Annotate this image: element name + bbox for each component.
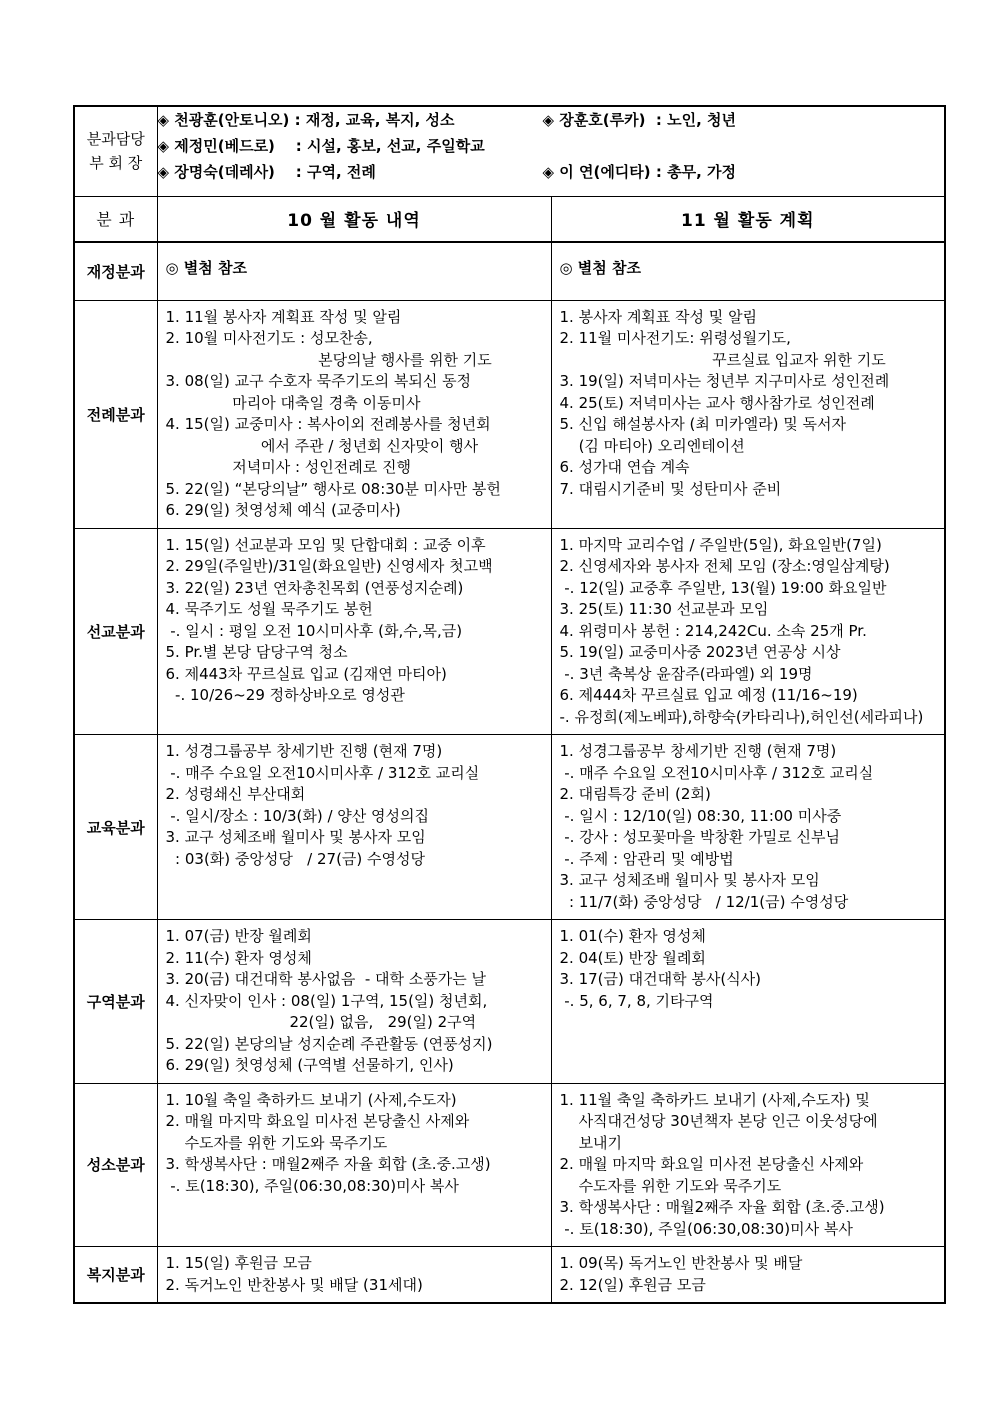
november-cell <box>551 735 945 920</box>
section-name: 성소분과 <box>74 1083 157 1247</box>
october-cell <box>157 300 551 528</box>
november-line: 꾸르실료 입교자 위한 기도 <box>559 350 886 369</box>
november-line: 5. 신입 해설봉사자 (최 미카엘라) 및 독서자 <box>559 415 846 433</box>
october-line: : 03(화) 중앙성당 / 27(금) 수영성당 <box>165 849 426 868</box>
section-row <box>74 300 945 528</box>
november-line: 2. 신영세자와 봉사자 전체 모임 (장소:영일삼계탕) <box>559 557 890 575</box>
vp-right-line <box>543 133 945 159</box>
november-line: 3. 19(일) 저녁미사는 청년부 지구미사로 성인전례 <box>559 372 890 390</box>
november-line: 2. 11월 미사전기도: 위령성월기도, <box>559 329 791 347</box>
october-line: 4. 묵주기도 성월 묵주기도 봉헌 <box>165 600 373 618</box>
october-cell <box>157 1247 551 1304</box>
october-line: ◎ 별첨 참조 <box>165 259 247 277</box>
section-row <box>74 242 945 300</box>
vp-left-line: ◈ 천광훈(안토니오) : 재정, 교육, 복지, 성소 <box>157 111 455 129</box>
october-line: 1. 15(일) 후원금 모금 <box>165 1254 312 1272</box>
october-line: 수도자를 위한 기도와 묵주기도 <box>165 1133 388 1152</box>
november-line: -. 토(18:30), 주일(06:30,08:30)미사 복사 <box>559 1219 853 1238</box>
november-line: 7. 대림시기준비 및 성탄미사 준비 <box>559 479 782 498</box>
november-line: 3. 25(토) 11:30 선교분과 모임 <box>559 600 769 618</box>
november-line: 3. 학생복사단 : 매월2째주 자율 회합 (초.중.고생) <box>559 1198 885 1216</box>
october-line: 3. 08(일) 교구 수호자 묵주기도의 복되신 동정 <box>165 372 472 390</box>
october-line: 에서 주관 / 청년회 신자맞이 행사 <box>165 436 479 455</box>
october-line: 2. 10월 미사전기도 : 성모찬송, <box>165 329 373 347</box>
november-line: 4. 위령미사 봉헌 : 214,242Cu. 소속 25개 Pr. <box>559 621 867 640</box>
october-line: 2. 29일(주일반)/31일(화요일반) 신영세자 첫고백 <box>165 557 493 575</box>
section-name: 재정분과 <box>74 242 157 300</box>
october-cell <box>157 528 551 735</box>
november-line: -. 일시 : 12/10(일) 08:30, 11:00 미사중 <box>559 806 842 825</box>
section-row <box>74 920 945 1084</box>
october-line: 본당의날 행사를 위한 기도 <box>165 350 492 369</box>
october-line: 22(일) 없음, 29(일) 2구역 <box>165 1013 477 1031</box>
october-line: 1. 10월 축일 축하카드 보내기 (사제,수도자) <box>165 1090 457 1109</box>
october-line: -. 10/26~29 정하상바오로 영성관 <box>165 686 405 704</box>
november-line: 3. 17(금) 대건대학 봉사(식사) <box>559 970 762 988</box>
november-line: 6. 제444차 꾸르실료 입교 예정 (11/16~19) <box>559 686 858 704</box>
november-line: -. 강사 : 성모꽃마을 박창환 가밀로 신부님 <box>559 828 840 846</box>
november-line: 3. 교구 성체조배 월미사 및 봉사자 모임 <box>559 871 820 889</box>
october-line: 마리아 대축일 경축 이동미사 <box>165 393 421 412</box>
november-header: 11 월 활동 계획 <box>551 196 945 242</box>
october-line: 3. 학생복사단 : 매월2째주 자율 회합 (초.중.고생) <box>165 1155 491 1173</box>
november-line: -. 5, 6, 7, 8, 기타구역 <box>559 991 714 1010</box>
october-line: -. 매주 수요일 오전10시미사후 / 312호 교리실 <box>165 763 480 782</box>
october-line: 5. Pr.별 본당 담당구역 청소 <box>165 643 348 661</box>
vice-president-label-line: 부 회 장 <box>89 154 143 173</box>
november-cell <box>551 1247 945 1304</box>
november-line: 1. 01(수) 환자 영성체 <box>559 927 706 945</box>
november-line: -. 유정희(제노베파),하향숙(카타리나),허인선(세라피나) <box>559 707 924 726</box>
october-line: 6. 29(일) 첫영성체 (구역별 선물하기, 인사) <box>165 1056 454 1074</box>
october-line: 1. 07(금) 반장 월례회 <box>165 927 312 945</box>
october-line: 3. 20(금) 대건대학 봉사없음 - 대학 소풍가는 날 <box>165 970 487 988</box>
header-row <box>74 196 945 242</box>
october-line: 3. 22(일) 23년 연차총친목회 (연풍성지순례) <box>165 578 464 597</box>
november-cell <box>551 528 945 735</box>
vice-president-row <box>74 106 945 196</box>
october-line: 1. 성경그룹공부 창세기반 진행 (현재 7명) <box>165 742 443 760</box>
vice-president-label <box>74 106 157 196</box>
november-line: -. 주제 : 암관리 및 예방법 <box>559 849 734 868</box>
activity-report-table <box>73 105 946 1304</box>
october-line: 5. 22(일) “본당의날” 행사로 08:30분 미사만 봉헌 <box>165 479 501 498</box>
november-line: 사직대건성당 30년책자 본당 인근 이웃성당에 <box>559 1112 878 1130</box>
october-line: 5. 22(일) 본당의날 성지순례 주관활동 (연풍성지) <box>165 1034 493 1053</box>
october-cell <box>157 1083 551 1247</box>
section-name: 교육분과 <box>74 735 157 920</box>
november-line: 1. 봉사자 계획표 작성 및 알림 <box>559 307 758 326</box>
october-line: 6. 제443차 꾸르실료 입교 (김재연 마티아) <box>165 664 447 683</box>
november-cell <box>551 1083 945 1247</box>
november-line: ◎ 별첨 참조 <box>559 259 641 277</box>
november-line: 1. 09(목) 독거노인 반찬봉사 및 배달 <box>559 1254 803 1272</box>
section-name: 선교분과 <box>74 528 157 735</box>
october-line: 3. 교구 성체조배 월미사 및 봉사자 모임 <box>165 828 426 846</box>
november-line: 수도자를 위한 기도와 묵주기도 <box>559 1176 782 1195</box>
november-line: : 11/7(화) 중앙성당 / 12/1(금) 수영성당 <box>559 892 849 911</box>
vp-left-line: ◈ 장명숙(데레사) : 구역, 전례 <box>157 163 376 181</box>
november-line: -. 12(일) 교중후 주일반, 13(월) 19:00 화요일반 <box>559 578 887 597</box>
section-row <box>74 1247 945 1304</box>
october-line: -. 일시/장소 : 10/3(화) / 양산 영성의집 <box>165 806 429 825</box>
november-line: 6. 성가대 연습 계속 <box>559 458 690 476</box>
november-line: -. 3년 축복상 윤잠주(라파엘) 외 19명 <box>559 664 813 683</box>
october-line: -. 토(18:30), 주일(06:30,08:30)미사 복사 <box>165 1176 459 1195</box>
october-line: 2. 11(수) 환자 영성체 <box>165 948 312 967</box>
november-line: 보내기 <box>559 1133 623 1152</box>
section-name: 구역분과 <box>74 920 157 1084</box>
november-line: 2. 12(일) 후원금 모금 <box>559 1275 706 1294</box>
october-line: 2. 매월 마지막 화요일 미사전 본당출신 사제와 <box>165 1112 470 1130</box>
october-cell <box>157 242 551 300</box>
november-line: 1. 11월 축일 축하카드 보내기 (사제,수도자) 및 <box>559 1090 870 1109</box>
section-row <box>74 735 945 920</box>
october-cell <box>157 735 551 920</box>
october-line: 저녁미사 : 성인전례로 진행 <box>165 458 412 476</box>
october-line: 6. 29(일) 첫영성체 예식 (교중미사) <box>165 501 401 519</box>
october-line: 4. 신자맞이 인사 : 08(일) 1구역, 15(일) 청년회, <box>165 991 488 1010</box>
november-line: 4. 25(토) 저녁미사는 교사 행사참가로 성인전례 <box>559 393 875 412</box>
november-line: 1. 성경그룹공부 창세기반 진행 (현재 7명) <box>559 742 837 760</box>
november-cell <box>551 920 945 1084</box>
section-name: 복지분과 <box>74 1247 157 1304</box>
october-line: 1. 15(일) 선교분과 모임 및 단합대회 : 교중 이후 <box>165 535 486 554</box>
october-line: 1. 11월 봉사자 계획표 작성 및 알림 <box>165 307 402 326</box>
october-line: -. 일시 : 평일 오전 10시미사후 (화,수,목,금) <box>165 621 463 640</box>
vp-left-line: ◈ 제정민(베드로) : 시설, 홍보, 선교, 주일학교 <box>157 137 485 155</box>
vice-president-label-line: 분과담당 <box>86 130 145 149</box>
section-name: 전례분과 <box>74 300 157 528</box>
october-line: 4. 15(일) 교중미사 : 복사이외 전례봉사를 청년회 <box>165 415 491 433</box>
vice-president-assignments <box>157 106 945 196</box>
october-line: 2. 성령쇄신 부산대회 <box>165 785 306 803</box>
section-row <box>74 1083 945 1247</box>
vp-right-line: ◈ 이 연(에디타) : 총무, 가정 <box>542 163 736 181</box>
november-line: 2. 매월 마지막 화요일 미사전 본당출신 사제와 <box>559 1155 864 1173</box>
november-line: 1. 마지막 교리수업 / 주일반(5일), 화요일반(7일) <box>559 535 882 554</box>
november-line: -. 매주 수요일 오전10시미사후 / 312호 교리실 <box>559 763 874 782</box>
november-cell <box>551 300 945 528</box>
november-line: 2. 대림특강 준비 (2회) <box>559 785 711 803</box>
october-line: 2. 독거노인 반찬봉사 및 배달 (31세대) <box>165 1275 423 1294</box>
section-row <box>74 528 945 735</box>
division-header: 분 과 <box>74 196 157 242</box>
october-header: 10 월 활동 내역 <box>157 196 551 242</box>
vp-right-line: ◈ 장훈호(루카) : 노인, 청년 <box>542 111 736 129</box>
november-line: (김 마티아) 오리엔테이션 <box>559 436 745 455</box>
november-cell <box>551 242 945 300</box>
november-line: 2. 04(토) 반장 월례회 <box>559 948 706 967</box>
october-cell <box>157 920 551 1084</box>
november-line: 5. 19(일) 교중미사중 2023년 연공상 시상 <box>559 643 841 661</box>
